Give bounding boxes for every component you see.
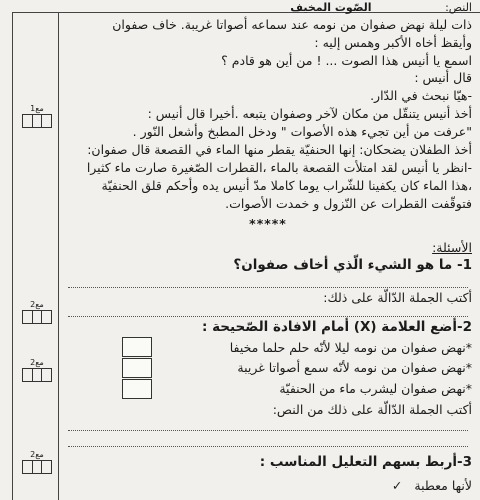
story-line: -هيّا نبحث في الدّار. [370, 88, 472, 103]
question-3: 3-أربط بسهم التعليل المناسب : [259, 454, 472, 470]
answer-line[interactable] [68, 316, 468, 317]
margin-criterion-1 [22, 104, 52, 128]
option-text: لأنها معطبة [414, 478, 472, 493]
question-1: 1- ما هو الشيء الّذي أخاف صفوان؟ [233, 257, 472, 273]
margin-criterion-label: مع2 [30, 300, 44, 309]
margin-criterion-label: مع2 [30, 450, 44, 459]
text-label: النص: [445, 1, 472, 14]
margin-criterion-2 [22, 300, 52, 324]
questions-heading: الأسئلة: [432, 240, 472, 255]
answer-line[interactable] [68, 287, 468, 288]
answer-line[interactable] [68, 430, 468, 431]
answer-checkbox-2[interactable] [122, 358, 152, 378]
story-line: فتوقّفت القطرات عن النّزول و خمدت الأصوات. [225, 196, 472, 211]
question-2-option-2: *نهض صفوان من نومه لأنّه سمع أصواتا غريبة [237, 360, 472, 375]
story-line: قال أنيس : [414, 70, 472, 85]
question-1-instruction: أكتب الجملة الدّالّة على ذلك: [323, 290, 472, 305]
story-line: أخذ أنيس يتنقّل من مكان لآخر وصفوان يتبعه .أخيرا قال أنيس : [147, 106, 472, 121]
grade-box [22, 114, 52, 128]
question-2-instruction: أكتب الجملة الدّالّة على ذلك من النص: [272, 402, 472, 417]
question-2-option-3: *نهض صفوان ليشرب ماء من الحنفيّة [279, 381, 472, 396]
story-line: "عرفت من أين تجيء هذه الأصوات " ودخل المطبخ وأشعل النّور . [132, 124, 472, 139]
question-2: 2-أضع العلامة (X) أمام الافادة الصّحيحة : [202, 319, 472, 335]
answer-checkbox-1[interactable] [122, 337, 152, 357]
frame-margin-border [58, 12, 59, 500]
margin-criterion-label: مع1 [30, 104, 44, 113]
frame-left-border [12, 12, 13, 500]
grade-box [22, 460, 52, 474]
header-row [64, 0, 472, 15]
story-line: ،هذا الماء كان يكفينا للشّراب يوما كاملا مدّ أنيس يده وأحكم قلق الحنفيّة [101, 178, 472, 193]
question-3-option-1 [64, 478, 472, 493]
margin-criterion-label: مع2 [30, 358, 44, 367]
margin-criterion-3 [22, 358, 52, 382]
story-line: اسمع يا أنيس هذا الصوت ... ! من أين هو قادم ؟ [221, 53, 472, 68]
answer-line[interactable] [68, 446, 468, 447]
margin-criterion-4 [22, 450, 52, 474]
answer-checkbox-3[interactable] [122, 379, 152, 399]
check-icon: ✓ [391, 478, 403, 493]
story-line: وأيقظ أخاه الأكبر وهمس إليه : [314, 35, 472, 50]
story-title: الصّوت المخيف [290, 1, 372, 14]
exam-content [64, 0, 472, 500]
grade-box [22, 368, 52, 382]
story-line: أخذ الطفلان يضحكان: إنها الحنفيّة يقطر منها الماء في القصعة قال صفوان: [87, 142, 472, 157]
story-end-stars: ***** [249, 216, 287, 231]
question-2-option-1: *نهض صفوان من نومه ليلا لأنّه حلم حلما مخيفا [229, 340, 472, 355]
grade-box [22, 310, 52, 324]
story-line: ذات ليلة نهض صفوان من نومه عند سماعه أصواتا غريبة. خاف صفوان [112, 17, 472, 32]
story-line: -انظر يا أنيس لقد امتلأت القصعة بالماء ،القطرات الصّغيرة صارت ماء كثيرا [86, 160, 472, 175]
